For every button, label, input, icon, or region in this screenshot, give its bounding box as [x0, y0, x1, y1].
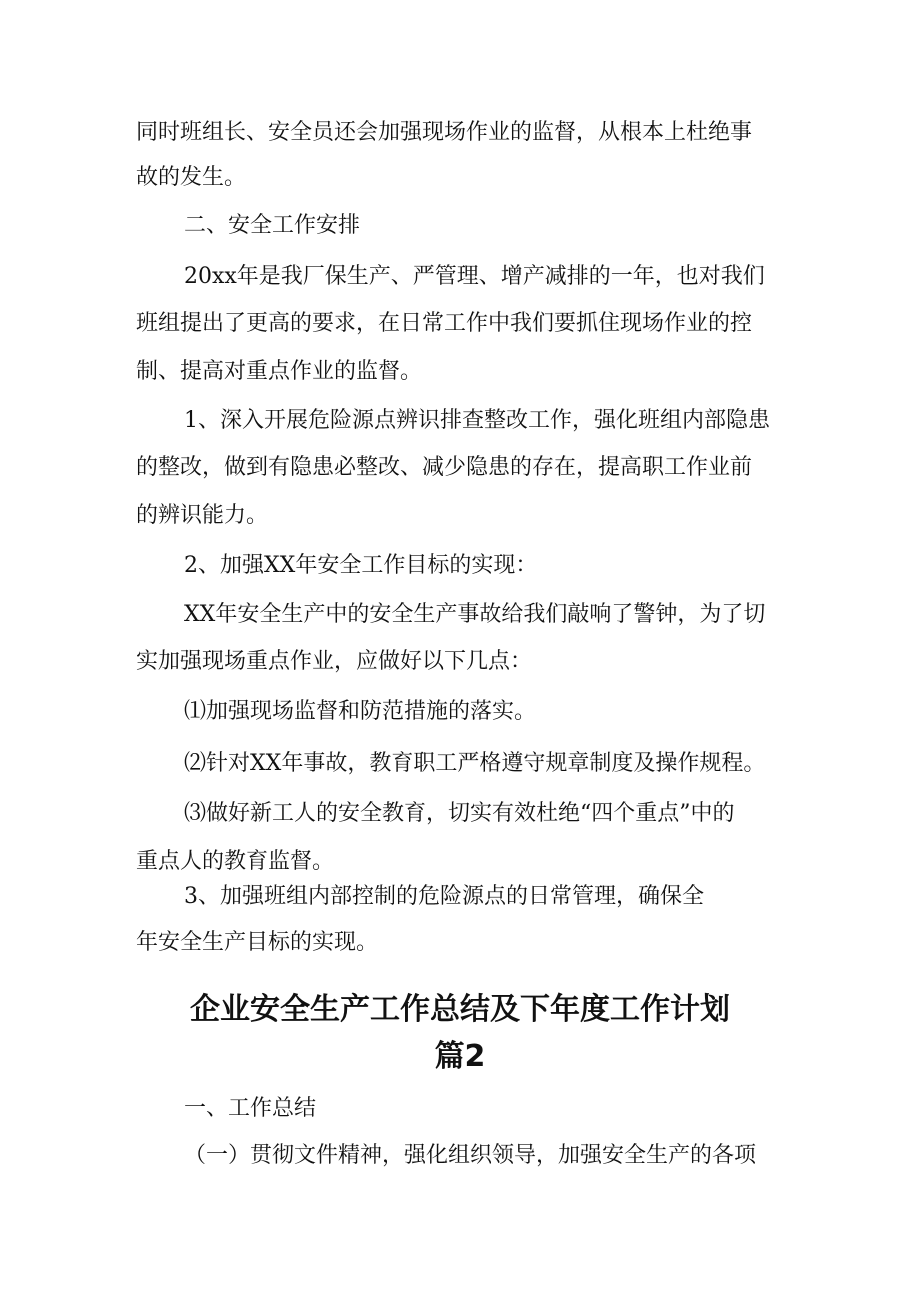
document-title: 企业安全生产工作总结及下年度工作计划: [190, 992, 730, 1027]
document-title-part: 篇2: [434, 1039, 486, 1074]
paragraph-line: 制、提高对重点作业的监督。: [136, 359, 423, 384]
paragraph-line: 的整改，做到有隐患必整改、减少隐患的存在，提高职工作业前: [136, 455, 753, 480]
paragraph-line: 3、加强班组内部控制的危险源点的日常管理，确保全: [184, 884, 704, 909]
list-item: 重点人的教育监督。: [136, 849, 335, 874]
paragraph-line: XX年安全生产中的安全生产事故给我们敲响了警钟，为了切: [184, 602, 766, 627]
section-heading: 一、工作总结: [184, 1096, 317, 1121]
list-item: ⑴加强现场监督和防范措施的落实。: [184, 699, 537, 724]
paragraph-line: 年安全生产目标的实现。: [136, 930, 379, 955]
paragraph-line: 1、深入开展危险源点辨识排查整改工作，强化班组内部隐患: [184, 408, 770, 433]
paragraph-line: （一）贯彻文件精神，强化组织领导，加强安全生产的各项: [184, 1143, 757, 1168]
list-item: ⑵针对XX年事故，教育职工严格遵守规章制度及操作规程。: [184, 751, 766, 776]
section-heading: 二、安全工作安排: [184, 213, 361, 238]
paragraph-line: 2、加强XX年安全工作目标的实现：: [184, 553, 538, 578]
paragraph-line: 故的发生。: [136, 165, 247, 190]
paragraph-line: 实加强现场重点作业，应做好以下几点：: [136, 649, 533, 674]
paragraph-line: 20xx年是我厂保生产、严管理、增产减排的一年，也对我们: [184, 264, 765, 289]
paragraph-line: 班组提出了更高的要求，在日常工作中我们要抓住现场作业的控: [136, 311, 753, 336]
paragraph-line: 同时班组长、安全员还会加强现场作业的监督，从根本上杜绝事: [136, 120, 753, 145]
list-item: ⑶做好新工人的安全教育，切实有效杜绝“四个重点”中的: [184, 801, 735, 826]
paragraph-line: 的辨识能力。: [136, 503, 269, 528]
